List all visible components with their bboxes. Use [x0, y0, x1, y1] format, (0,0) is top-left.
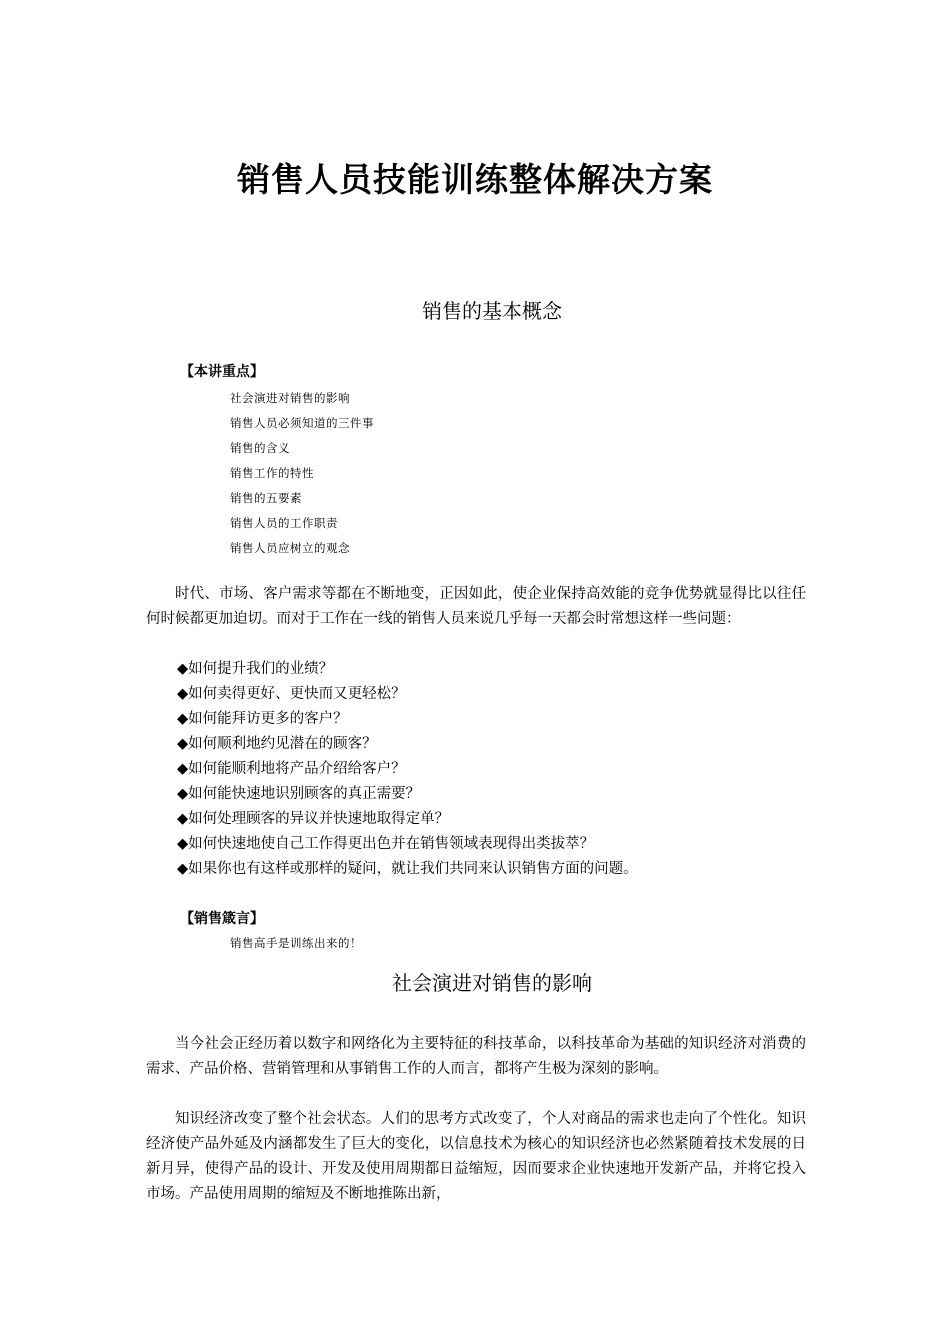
intro-paragraph: 时代、市场、客户需求等都在不断地变，正因如此，使企业保持高效能的竞争优势就显得比以往任何时候都更加迫切。而对于工作在一线的销售人员来说几乎每一天都会时常想这样一些问题：: [146, 586, 806, 627]
keypoints-label: 【本讲重点】: [180, 364, 264, 380]
questions-list: [177, 657, 638, 882]
question-item: ◆如何快速地使自己工作得更出色并在销售领域表现得出类拔萃？: [177, 836, 595, 852]
motto-text: 销售高手是训练出来的！: [230, 936, 362, 950]
keypoint-item: 销售人员的工作职责: [230, 516, 338, 530]
question-item: ◆如何卖得更好、更快而又更轻松？: [177, 686, 406, 702]
question-item: ◆如何处理顾客的异议并快速地取得定单？: [177, 811, 450, 827]
section-heading-social-evolution: 社会演进对销售的影响: [392, 971, 592, 995]
question-item: ◆如果你也有这样或那样的疑问，就让我们共同来认识销售方面的问题。: [177, 861, 638, 877]
document-title: 销售人员技能训练整体解决方案: [237, 160, 713, 199]
keypoint-item: 社会演进对销售的影响: [230, 391, 350, 405]
keypoints-list: [230, 386, 374, 561]
keypoint-item: 销售人员必须知道的三件事: [230, 416, 374, 430]
body-paragraph: 知识经济改变了整个社会状态。人们的思考方式改变了，个人对商品的需求也走向了个性化。知识经济使产品外延及内涵都发生了巨大的变化，以信息技术为核心的知识经济也必然紧随着技术发展的日新月异，使得产品的设计、开发及使用周期都日益缩短，因而要求企业快速地开发新产品，并将它投入市场。产品使用周期的缩短及不断地推陈出新，: [146, 1111, 806, 1202]
question-item: ◆如何能快速地识别顾客的真正需要？: [177, 786, 421, 802]
keypoint-item: 销售的五要素: [230, 491, 302, 505]
question-item: ◆如何提升我们的业绩？: [177, 661, 334, 677]
question-item: ◆如何能拜访更多的客户？: [177, 711, 348, 727]
motto-label: 【销售箴言】: [180, 911, 264, 927]
question-item: ◆如何顺利地约见潜在的顾客？: [177, 736, 377, 752]
body-paragraph: 当今社会正经历着以数字和网络化为主要特征的科技革命，以科技革命为基础的知识经济对消费的需求、产品价格、营销管理和从事销售工作的人而言，都将产生极为深刻的影响。: [146, 1036, 806, 1077]
keypoint-item: 销售工作的特性: [230, 466, 314, 480]
keypoint-item: 销售的含义: [230, 441, 290, 455]
section-heading-basic-concepts: 销售的基本概念: [422, 299, 562, 323]
keypoint-item: 销售人员应树立的观念: [230, 541, 350, 555]
question-item: ◆如何能顺利地将产品介绍给客户？: [177, 761, 406, 777]
